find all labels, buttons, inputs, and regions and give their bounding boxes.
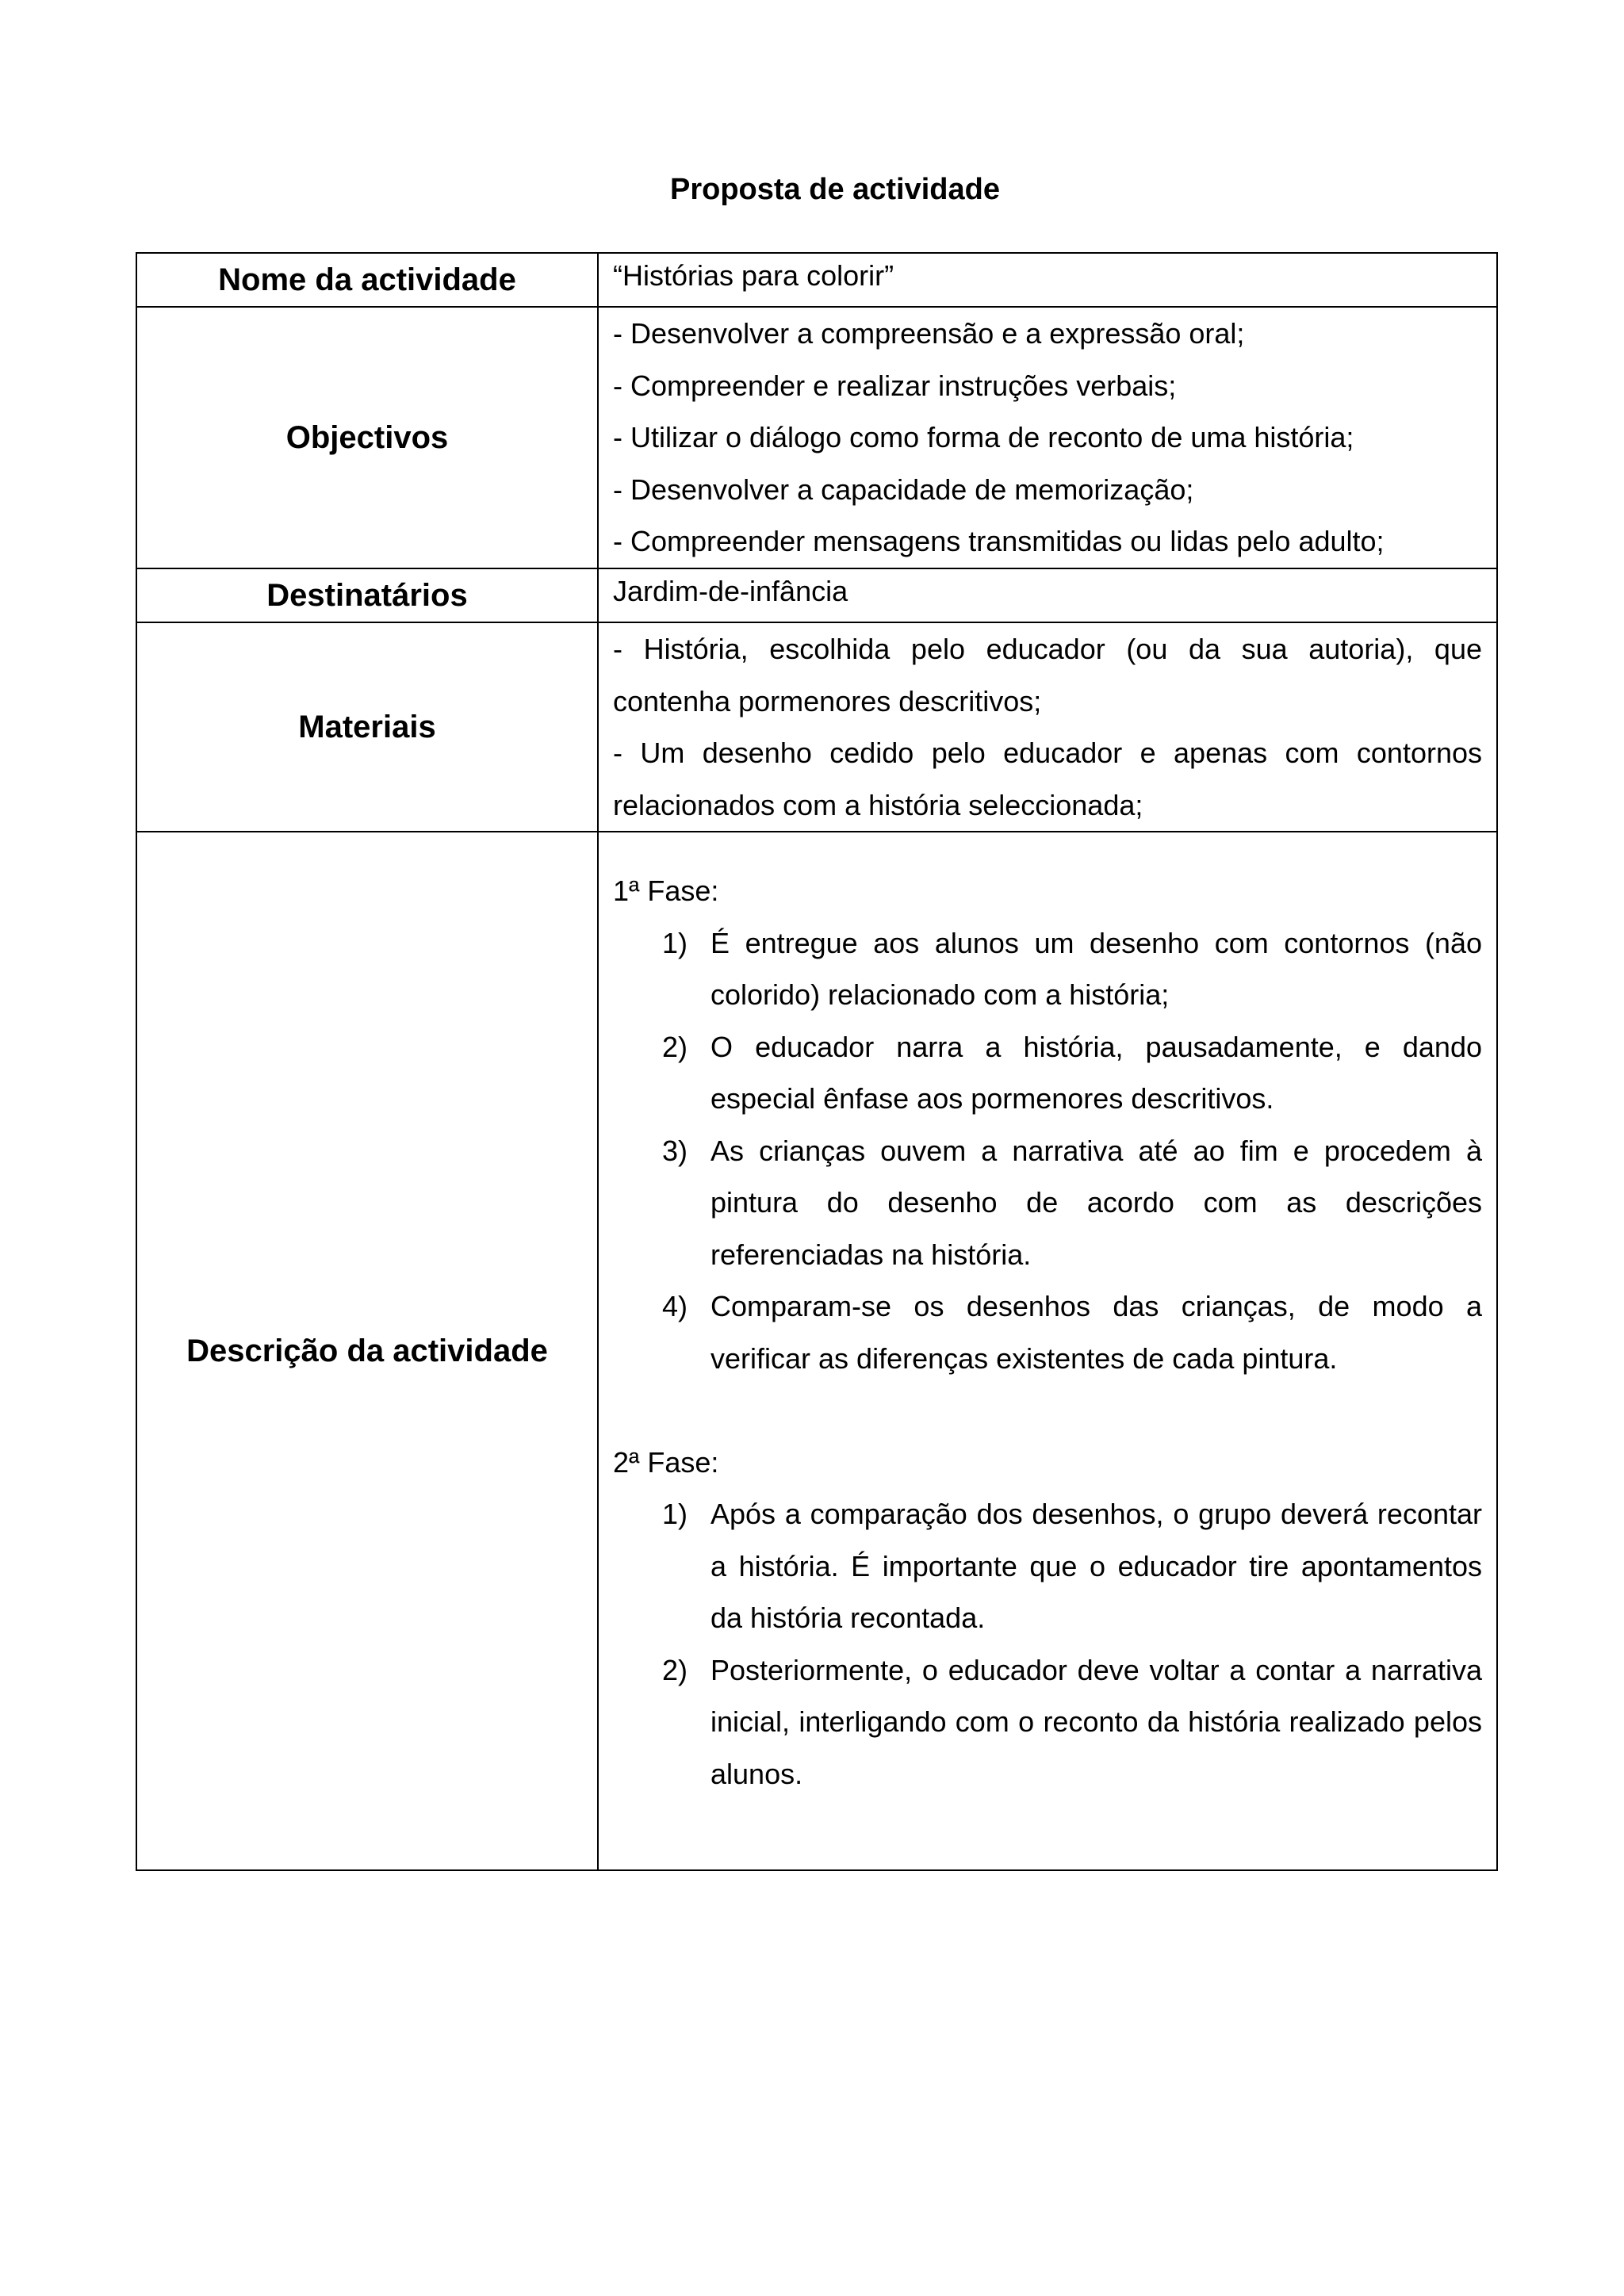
- list-item: [613, 1644, 1482, 1800]
- list-item: [613, 1280, 1482, 1384]
- table-row: [136, 307, 1497, 568]
- row-value-nome: “Histórias para colorir”: [598, 253, 1497, 307]
- table-row: [136, 622, 1497, 832]
- list-item: - História, escolhida pelo educador (ou da sua autoria), que contenha pormenores descritivos;: [613, 633, 1482, 718]
- activity-table: [136, 252, 1498, 1871]
- row-value-descricao: [598, 832, 1497, 1870]
- list-item: - Compreender e realizar instruções verbais;: [613, 369, 1177, 402]
- step-number: 1): [662, 1498, 688, 1530]
- list-item: - Utilizar o diálogo como forma de reconto de uma história;: [613, 421, 1354, 453]
- step-number: 2): [662, 1030, 688, 1063]
- list-item: [613, 1021, 1482, 1125]
- step-text: Posteriormente, o educador deve voltar a contar a narrativa inicial, interligando com o reconto da história realizado pelos alunos.: [710, 1653, 1482, 1790]
- row-value-objectivos: [598, 307, 1497, 568]
- step-number: 2): [662, 1653, 688, 1686]
- table-row: [136, 568, 1497, 622]
- row-value-destinatarios: Jardim-de-infância: [598, 568, 1497, 622]
- list-item: [613, 917, 1482, 1021]
- list-item: - Desenvolver a capacidade de memorização;: [613, 473, 1194, 506]
- row-value-materiais: [598, 622, 1497, 832]
- fase2-steps: [613, 1488, 1482, 1800]
- step-text: As crianças ouvem a narrativa até ao fim e procedem à pintura do desenho de acordo com as descrições referenciadas na história.: [710, 1134, 1482, 1271]
- fase1-steps: [613, 917, 1482, 1385]
- list-item: - Compreender mensagens transmitidas ou lidas pelo adulto;: [613, 525, 1385, 557]
- list-item: [613, 1125, 1482, 1281]
- step-number: 1): [662, 926, 688, 959]
- step-text: Comparam-se os desenhos das crianças, de modo a verificar as diferenças existentes de cada pintura.: [710, 1290, 1482, 1375]
- row-label-objectivos: Objectivos: [136, 307, 598, 568]
- step-text: É entregue aos alunos um desenho com contornos (não colorido) relacionado com a história;: [710, 926, 1482, 1011]
- table-row: [136, 832, 1497, 1870]
- list-item: [613, 1488, 1482, 1644]
- list-item: - Desenvolver a compreensão e a expressão oral;: [613, 317, 1245, 350]
- row-label-descricao: Descrição da actividade: [136, 832, 598, 1870]
- fase1-title: 1ª Fase:: [613, 874, 719, 907]
- row-label-materiais: Materiais: [136, 622, 598, 832]
- page-title: Proposta de actividade: [669, 173, 1000, 206]
- table-row: [136, 253, 1497, 307]
- row-label-destinatarios: Destinatários: [136, 568, 598, 622]
- step-text: Após a comparação dos desenhos, o grupo deverá recontar a história. É importante que o educador tire apontamentos da história recontada.: [710, 1498, 1482, 1634]
- step-text: O educador narra a história, pausadamente, e dando especial ênfase aos pormenores descritivos.: [710, 1030, 1482, 1115]
- step-number: 3): [662, 1134, 688, 1167]
- step-number: 4): [662, 1290, 688, 1322]
- fase2-title: 2ª Fase:: [613, 1445, 719, 1479]
- list-item: - Um desenho cedido pelo educador e apenas com contornos relacionados com a história seleccionada;: [613, 737, 1482, 821]
- row-label-nome: Nome da actividade: [136, 253, 598, 307]
